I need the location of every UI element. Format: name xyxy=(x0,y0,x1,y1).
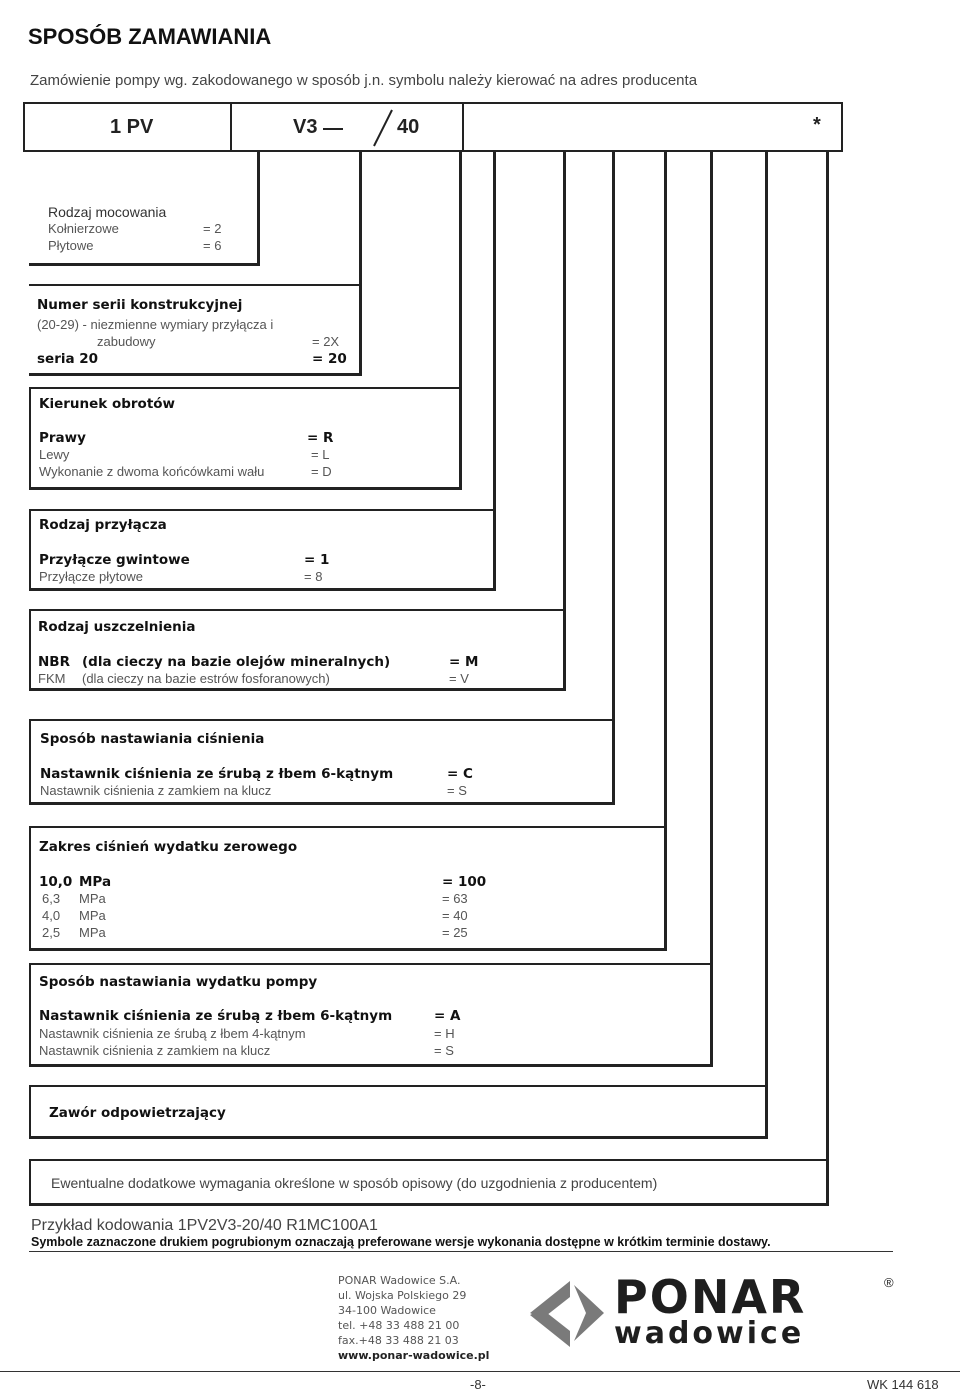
option-value: = 63 xyxy=(442,891,468,906)
code-divider xyxy=(462,104,464,150)
option-value: = S xyxy=(434,1043,454,1058)
pressure-number: 2,5 xyxy=(42,925,61,940)
option-label: seria 20 xyxy=(37,351,99,367)
document-code: WK 144 618 xyxy=(867,1377,939,1392)
code-part-v3: V3 xyxy=(293,116,318,138)
option-value: = V xyxy=(449,671,469,686)
code-part-star: * xyxy=(813,114,821,136)
option-label: Prawy xyxy=(39,430,86,446)
page-number: -8- xyxy=(470,1377,486,1392)
option-label: Nastawnik ciśnienia ze śrubą z łbem 6-kątnym xyxy=(39,1008,393,1024)
section-title: Kierunek obrotów xyxy=(39,396,176,412)
section-zawor xyxy=(29,1085,768,1139)
option-value: = R xyxy=(307,430,334,446)
option-code: FKM xyxy=(38,671,66,686)
option-value: = 100 xyxy=(442,874,487,890)
connector-line xyxy=(826,150,829,1165)
connector-line xyxy=(710,150,713,968)
company-city: 34-100 Wadowice xyxy=(338,1304,436,1317)
pressure-number: 4,0 xyxy=(42,908,61,923)
page-title: SPOSÓB ZAMAWIANIA xyxy=(28,24,272,49)
ponar-emblem-icon xyxy=(524,1275,608,1353)
section-title: Numer serii konstrukcyjnej xyxy=(37,297,243,313)
option-value: = D xyxy=(311,464,332,479)
preference-note: Symbole zaznaczone drukiem pogrubionym oznaczają preferowane wersje wykonania dostępne w krótkim terminie dostawy. xyxy=(31,1235,771,1249)
section-uszczelnienie xyxy=(29,609,566,691)
logo-subtitle: wadowice xyxy=(614,1316,805,1351)
option-value: = S xyxy=(447,783,467,798)
code-divider xyxy=(230,104,232,150)
section-title: Rodzaj przyłącza xyxy=(39,517,167,533)
section-title: Sposób nastawiania wydatku pompy xyxy=(39,974,318,990)
option-label: zabudowy xyxy=(97,334,156,349)
divider xyxy=(29,1251,893,1252)
company-website[interactable]: www.ponar-wadowice.pl xyxy=(338,1349,490,1362)
section-obroty xyxy=(29,387,462,490)
example-code: Przykład kodowania 1PV2V3-20/40 R1MC100A1 xyxy=(31,1217,378,1234)
section-title: Zawór odpowietrzający xyxy=(49,1105,226,1121)
code-dash xyxy=(323,128,343,130)
company-fax: fax.+48 33 488 21 03 xyxy=(338,1334,459,1347)
pressure-unit: MPa xyxy=(79,908,106,923)
pressure-number: 6,3 xyxy=(42,891,61,906)
pressure-unit: MPa xyxy=(79,874,112,890)
option-value: = 2X xyxy=(312,334,340,349)
section-text: Ewentualne dodatkowe wymagania określone w sposób opisowy (do uzgodnienia z producentem) xyxy=(51,1175,658,1191)
connector-line xyxy=(765,150,768,1090)
option-value: = 20 xyxy=(312,351,347,367)
connector-line xyxy=(563,150,566,612)
code-part-40: 40 xyxy=(397,116,420,138)
connector-line xyxy=(459,150,462,390)
company-street: ul. Wojska Polskiego 29 xyxy=(338,1289,467,1302)
connector-line xyxy=(612,150,615,725)
page-subtitle: Zamówienie pompy wg. zakodowanego w sposób j.n. symbolu należy kierować na adres producenta xyxy=(30,72,698,89)
connector-line xyxy=(493,150,496,512)
order-code-box xyxy=(23,102,843,152)
section-przylacze xyxy=(29,509,496,591)
option-label: Wykonanie z dwoma końcówkami wału xyxy=(39,464,265,479)
section-title: Zakres ciśnień wydatku zerowego xyxy=(39,839,298,855)
option-description: (dla cieczy na bazie estrów fosforanowych) xyxy=(82,671,330,686)
connector-line xyxy=(359,150,362,287)
option-value: = L xyxy=(311,447,330,462)
section-dodatkowe xyxy=(29,1159,829,1206)
section-nastawianie-cisnienia xyxy=(29,719,615,805)
section-zakres xyxy=(29,826,667,951)
company-name: PONAR Wadowice S.A. xyxy=(338,1274,461,1287)
option-label: Nastawnik ciśnienia ze śrubą z łbem 6-kątnym xyxy=(40,766,394,782)
pressure-number: 10,0 xyxy=(39,874,73,890)
connector-line xyxy=(664,150,667,832)
option-label: Kołnierzowe xyxy=(48,221,119,236)
ponar-logo xyxy=(524,1270,904,1355)
option-label: Nastawnik ciśnienia z zamkiem na klucz xyxy=(40,783,272,798)
option-value: = 2 xyxy=(203,221,222,236)
option-label: Płytowe xyxy=(48,238,94,253)
section-wydatek xyxy=(29,963,713,1067)
option-value: = C xyxy=(447,766,473,782)
option-value: = 1 xyxy=(304,552,330,568)
option-value: = H xyxy=(434,1026,455,1041)
option-label: Przyłącze gwintowe xyxy=(39,552,190,568)
company-address xyxy=(338,1273,489,1363)
company-phone: tel. +48 33 488 21 00 xyxy=(338,1319,460,1332)
section-title: Rodzaj mocowania xyxy=(48,204,167,220)
logo-wordmark: PONAR xyxy=(614,1270,807,1324)
option-description: (dla cieczy na bazie olejów mineralnych) xyxy=(82,654,391,670)
option-label: Nastawnik ciśnienia z zamkiem na klucz xyxy=(39,1043,271,1058)
registered-mark: ® xyxy=(884,1275,894,1290)
section-mocowanie xyxy=(29,194,260,266)
option-value: = 25 xyxy=(442,925,468,940)
section-seria xyxy=(29,284,362,376)
option-code: NBR xyxy=(38,654,70,670)
bottom-divider xyxy=(0,1371,960,1372)
option-label: Przyłącze płytowe xyxy=(39,569,144,584)
section-title: Rodzaj uszczelnienia xyxy=(38,619,196,635)
code-slash xyxy=(370,108,396,148)
option-label: Lewy xyxy=(39,447,70,462)
section-title: Sposób nastawiania ciśnienia xyxy=(40,731,265,747)
option-value: = 40 xyxy=(442,908,468,923)
option-value: = 6 xyxy=(203,238,222,253)
option-value: = 8 xyxy=(304,569,323,584)
code-part-pv: 1 PV xyxy=(110,116,154,138)
pressure-unit: MPa xyxy=(79,891,106,906)
option-value: = M xyxy=(449,654,479,670)
option-label: Nastawnik ciśnienia ze śrubą z łbem 4-kątnym xyxy=(39,1026,306,1041)
option-value: = A xyxy=(434,1008,461,1024)
option-description: (20-29) - niezmienne wymiary przyłącza i xyxy=(37,317,274,332)
pressure-unit: MPa xyxy=(79,925,106,940)
